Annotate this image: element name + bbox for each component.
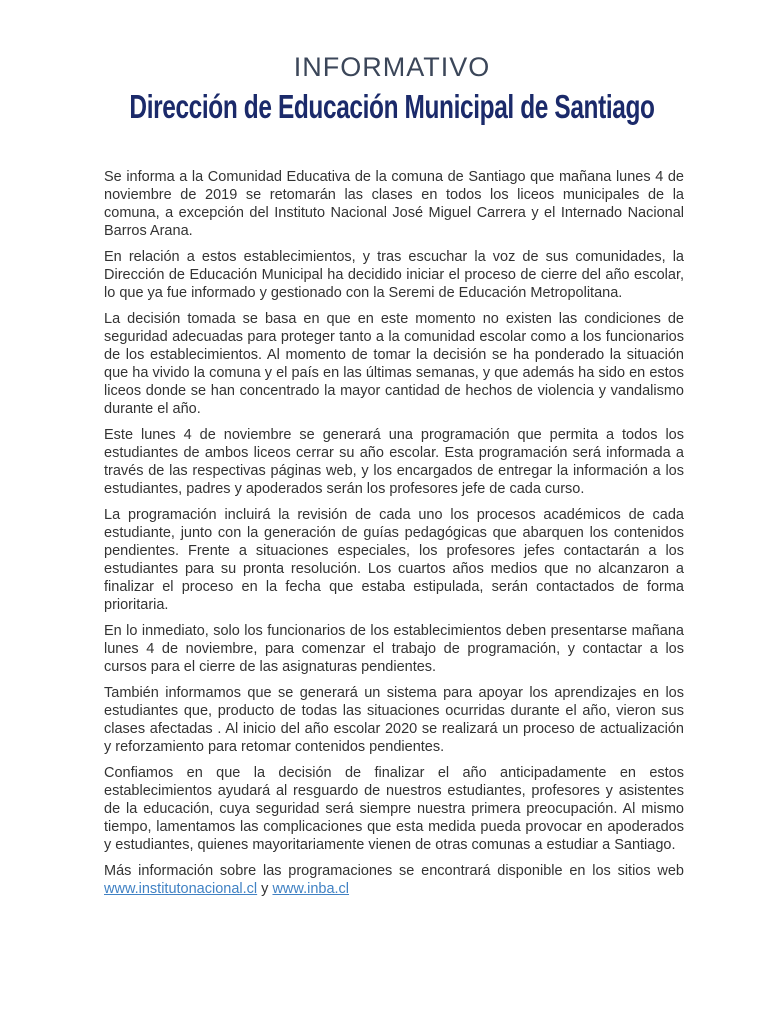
page-title: Dirección de Educación Municipal de Santiago [129,88,655,125]
body-paragraph: La decisión tomada se basa en que en este momento no existen las condiciones de seguridad adecuadas para proteger tanto a la comunidad escolar como a los funcionarios de los establecimientos. Al momento de tomar la decisión se ha ponderado la situación que ha vivido la comuna y el país en las últimas semanas, y que además ha sido en estos liceos donde se han concentrado la mayor cantidad de hechos de violencia y vandalismo durante el año. [104,311,684,417]
document-kicker: INFORMATIVO [293,52,491,82]
body-paragraph: La programación incluirá la revisión de cada uno los procesos académicos de cada estudiante, junto con la generación de guías pedagógicas que abarquen los contenidos pendientes. Frente a situaciones especiales, los profesores jefes contactarán a los estudiantes para su pronta resolución. Los cuartos años medios que no alcanzaron a finalizar el proceso en la fecha que estaba estipulada, serán contactados de forma prioritaria. [104,507,684,613]
body-paragraph: En relación a estos establecimientos, y tras escuchar la voz de sus comunidades, la Dirección de Educación Municipal ha decidido iniciar el proceso de cierre del año escolar, lo que ya fue informado y gestionado con la Seremi de Educación Metropolitana. [104,249,684,301]
link-inba[interactable]: www.inba.cl [272,881,350,897]
body-paragraph: En lo inmediato, solo los funcionarios de los establecimientos deben presentarse mañana lunes 4 de noviembre, para comenzar el trabajo de programación, y contactar a los cursos para el cierre de las asignaturas pendientes. [104,623,684,675]
link-institutonacional[interactable]: www.institutonacional.cl [104,881,258,897]
body-paragraph: Este lunes 4 de noviembre se generará una programación que permita a todos los estudiantes de ambos liceos cerrar su año escolar. Esta programación será informada a través de las respectivas páginas web, y los encargados de entregar la información a los estudiantes, padres y apoderados serán los profesores jefe de cada curso. [104,427,684,497]
footer-paragraph [104,862,684,898]
footer-separator: y [261,881,269,897]
document-body [104,168,684,906]
body-paragraph: Se informa a la Comunidad Educativa de la comuna de Santiago que mañana lunes 4 de noviembre de 2019 se retomarán las clases en todos los liceos municipales de la comuna, a excepción del Instituto Nacional José Miguel Carrera y el Internado Nacional Barros Arana. [104,169,684,239]
footer-text: Más información sobre las programaciones se encontrará disponible en los sitios web [104,863,684,879]
body-paragraph: También informamos que se generará un sistema para apoyar los aprendizajes en los estudiantes que, producto de todas las situaciones ocurridas durante el año, vieron sus clases afectadas . Al inicio del año escolar 2020 se realizará un proceso de actualización y reforzamiento para retomar contenidos pendientes. [104,685,684,755]
body-paragraph: Confiamos en que la decisión de finalizar el año anticipadamente en estos establecimientos ayudará al resguardo de nuestros estudiantes, profesores y asistentes de la educación, cuya seguridad será siempre nuestra primera preocupación. Al mismo tiempo, lamentamos las complicaciones que esta medida pueda provocar en apoderados y estudiantes, quienes mayoritariamente vienen de otras comunas a estudiar a Santiago. [104,765,684,853]
